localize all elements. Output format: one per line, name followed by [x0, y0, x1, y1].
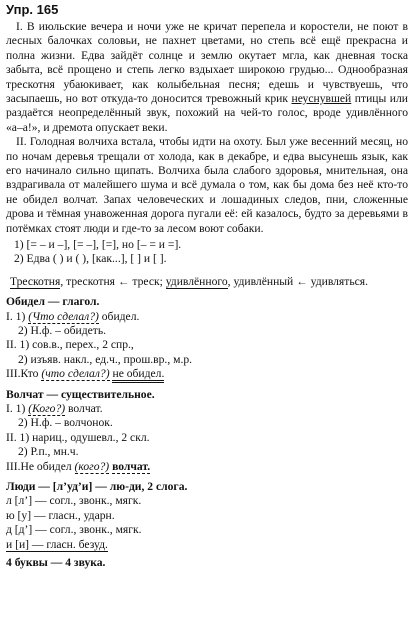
object: волчат.	[112, 459, 151, 473]
p1-text: I. В июльские вечера и ночи уже не кричат перепела и коростели, не поют в лесных балочках соловьи, не пахнет цветами, но степь всё ещё прекрасна и полна жизни. Едва зайдёт солнце и землю окутает мгла, как дневная тоска забыта, всё прощено и степь легко вздыхает широкою грудью... Однообразная трескотня убаюкивает, как колыбельная песня; едешь и чувствуешь, что засыпаешь, но вот откуда-то доносится тревожный крик	[6, 20, 408, 106]
p1-underlined-word: неуснувшей	[291, 92, 352, 106]
word-udivlennogo: удивлённого	[165, 275, 228, 289]
lyudi-row-1: л [л’] — согл., звонк., мягк.	[6, 494, 142, 508]
question: (Что сделал?)	[28, 309, 99, 323]
obidel-analysis	[6, 295, 408, 381]
volchat-head: Волчат — существительное.	[6, 387, 155, 401]
scheme-line-2: 2) Едва ( ) и ( ), [как...], [ ] и [ ].	[14, 252, 167, 266]
volchat-line-4: 2) Р.п., мн.ч.	[18, 445, 79, 459]
p1-text-end: птицы или раздаётся неопределённый звук, похожий на чей-то голос, вроде удивлённого «а–а!», и дремота опускает веки.	[6, 92, 408, 134]
volchat-line-3: II. 1) нариц., одушевл., 2 скл.	[6, 430, 150, 444]
obidel-line-3: II. 1) сов.в., перех., 2 спр.,	[6, 338, 134, 352]
obidel-line-5: III.Кто (что сделал?) не обидел.	[6, 367, 408, 381]
predicate: не обидел.	[112, 367, 164, 383]
obidel-line-1: I. 1) (Что сделал?) обидел.	[6, 309, 140, 323]
volchat-line-2: 2) Н.ф. – волчонок.	[18, 416, 113, 430]
word-end: , удивлённый ← удивляться.	[227, 275, 368, 289]
volchat-line-5: III.Не обидел (кого?) волчат.	[6, 459, 151, 473]
word-middle: , трескотня ← треск;	[60, 275, 163, 289]
obidel-line-2: 2) Н.ф. – обидеть.	[18, 323, 107, 337]
lyudi-total: 4 буквы — 4 звука.	[6, 556, 106, 569]
sentence-schemes	[14, 238, 408, 266]
exercise-title: Упр. 165	[6, 2, 59, 17]
text-paragraph-2: II. Голодная волчиха встала, чтобы идти на охоту. Был уже весенний месяц, но по ночам деревья трещали от холода, как в декабре, и едва высунешь язык, как его начинало сильно щипать. Волчиха была слабого здоровья, мнительная, она вздрагивала от малейшего шума и всё думала о том, как бы дома без неё кто-то не обидел волчат. Запах человеческих и лошадиных следов, пни, сложенные дрова и тёмная унавоженная дорога пугали её: ей казалось, будто за деревьями в потёмках стоят люди и где-то за лесом воют собаки.	[6, 135, 408, 235]
text-paragraph-1	[6, 20, 408, 135]
morpheme-analysis	[10, 274, 408, 289]
lyudi-head: Люди — [л’уд’и] — лю-ди, 2 слога.	[6, 479, 188, 493]
obidel-line-4: 2) изъяв. накл., ед.ч., прош.вр., м.р.	[18, 352, 193, 366]
lyudi-row-4: и [и] — гласн. безуд.	[6, 537, 108, 551]
scheme-line-1: 1) [= – и –], [= –], [=], но [– = и =].	[14, 238, 182, 252]
lyudi-analysis	[6, 480, 408, 570]
word-treskotnya: Трескотня	[10, 275, 61, 289]
obidel-head: Обидел — глагол.	[6, 295, 100, 309]
volchat-analysis	[6, 388, 408, 474]
lyudi-row-2: ю [у] — гласн., ударн.	[6, 508, 115, 522]
volchat-line-1: I. 1) (Кого?) волчат.	[6, 401, 103, 415]
question: (Кого?)	[28, 401, 66, 415]
question: (кого?)	[74, 459, 110, 473]
question: (что сделал?)	[41, 367, 110, 381]
lyudi-row-3: д [д’] — согл., звонк., мягк.	[6, 523, 142, 537]
